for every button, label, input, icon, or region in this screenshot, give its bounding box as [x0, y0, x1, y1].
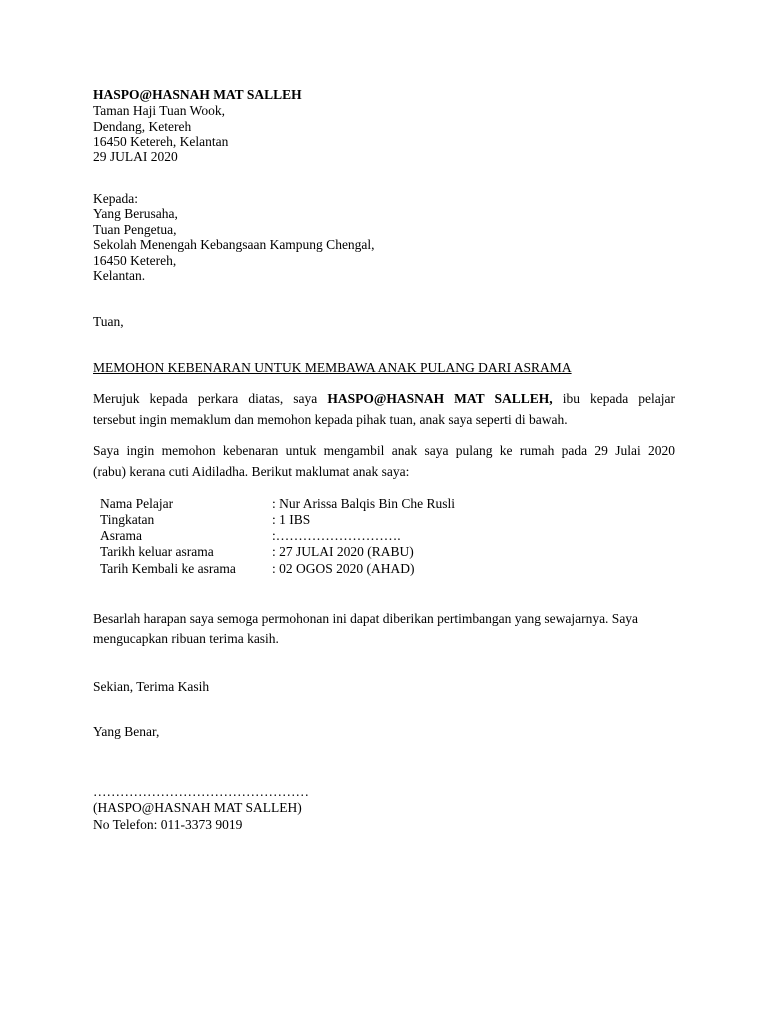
- detail-label-name: Nama Pelajar: [100, 496, 174, 511]
- paragraph-intro-suffix: ibu kepada pelajar: [552, 391, 675, 406]
- recipient-intro: Kepada:: [93, 191, 138, 206]
- paragraph-request-line-1: Saya ingin memohon kebenaran untuk mengambil anak saya pulang ke rumah pada 29 Julai 2020: [93, 443, 675, 458]
- salutation: Tuan,: [93, 314, 124, 329]
- recipient-line-4: 16450 Ketereh,: [93, 253, 177, 268]
- recipient-line-2: Tuan Pengetua,: [93, 222, 177, 237]
- paragraph-closing-line-1: Besarlah harapan saya semoga permohonan ini dapat diberikan pertimbangan yang sewajarnya. Saya: [93, 611, 639, 626]
- paragraph-intro-line-1: [93, 388, 675, 409]
- sender-address-line-1: Taman Haji Tuan Wook,: [93, 103, 225, 118]
- recipient-line-5: Kelantan.: [93, 268, 146, 283]
- paragraph-intro-name: HASPO@HASNAH MAT SALLEH,: [327, 391, 553, 406]
- signature-line: …………………………………………: [93, 784, 309, 799]
- paragraph-request-line-2: (rabu) kerana cuti Aidiladha. Berikut maklumat anak saya:: [93, 464, 410, 479]
- sign-off: Yang Benar,: [93, 724, 160, 739]
- detail-value-return-date: : 02 OGOS 2020 (AHAD): [272, 561, 415, 576]
- paragraph-request: [93, 440, 675, 482]
- detail-label-leave-date: Tarikh keluar asrama: [100, 544, 214, 559]
- sender-address-line-3: 16450 Ketereh, Kelantan: [93, 134, 229, 149]
- detail-value-leave-date: : 27 JULAI 2020 (RABU): [272, 544, 414, 559]
- detail-value-form: : 1 IBS: [272, 512, 311, 527]
- detail-value-hostel: :……………………….: [272, 528, 401, 543]
- recipient-line-1: Yang Berusaha,: [93, 206, 178, 221]
- detail-label-return-date: Tarih Kembali ke asrama: [100, 561, 236, 576]
- closing-remark: Sekian, Terima Kasih: [93, 679, 210, 694]
- signatory-name: (HASPO@HASNAH MAT SALLEH): [93, 800, 302, 815]
- recipient-line-3: Sekolah Menengah Kebangsaan Kampung Chengal,: [93, 237, 375, 252]
- sender-address-line-2: Dendang, Ketereh: [93, 119, 192, 134]
- letter-subject: MEMOHON KEBENARAN UNTUK MEMBAWA ANAK PULANG DARI ASRAMA: [93, 360, 572, 375]
- signatory-phone: No Telefon: 011-3373 9019: [93, 817, 243, 832]
- letter-date: 29 JULAI 2020: [93, 149, 178, 164]
- detail-label-form: Tingkatan: [100, 512, 155, 527]
- detail-label-hostel: Asrama: [100, 528, 142, 543]
- sender-name: HASPO@HASNAH MAT SALLEH: [93, 87, 302, 102]
- detail-value-name: : Nur Arissa Balqis Bin Che Rusli: [272, 496, 456, 511]
- paragraph-intro: [93, 388, 675, 430]
- paragraph-closing-line-2: mengucapkan ribuan terima kasih.: [93, 631, 279, 646]
- paragraph-intro-prefix: Merujuk kepada perkara diatas, saya: [93, 391, 328, 406]
- paragraph-intro-line-2: tersebut ingin memaklum dan memohon kepada pihak tuan, anak saya seperti di bawah.: [93, 412, 568, 427]
